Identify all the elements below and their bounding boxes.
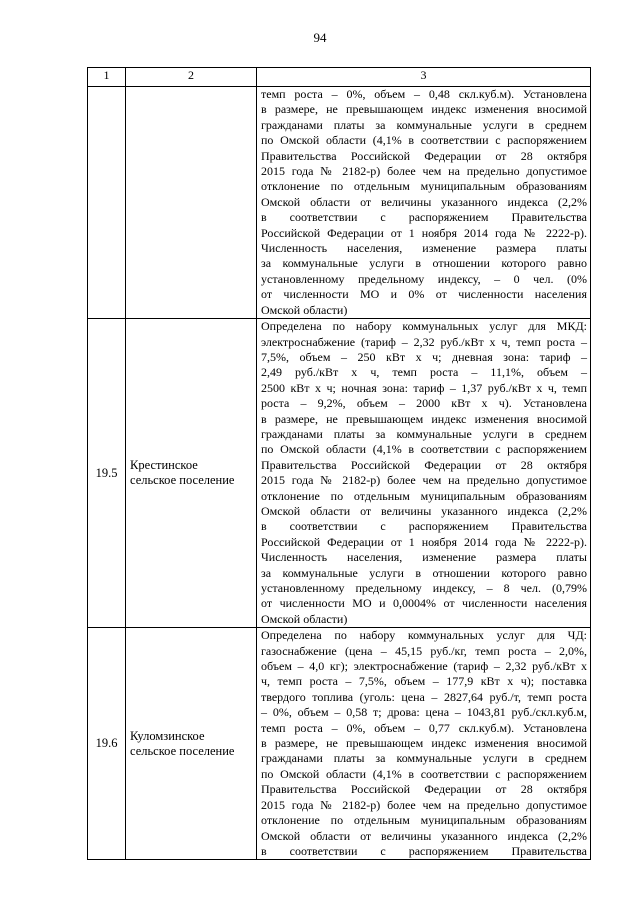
table-row [88, 628, 591, 860]
page-number: 94 [313, 30, 327, 45]
description-line: Правительства Российской Федерации от 28 октября [261, 148, 587, 163]
description-line: установленному предельному индексу, – 0 чел. (0% [261, 271, 587, 286]
settlement-name-line: сельское поселение [130, 473, 235, 488]
description-line: в соответствии с распоряжением Правительства [261, 843, 587, 858]
description-cell [257, 628, 591, 860]
description-line: Российской Федерации от 1 ноября 2014 года № 2222-р). [261, 534, 587, 549]
description-line: гражданами платы за коммунальные услуги в среднем [261, 751, 587, 766]
description-line: в соответствии с распоряжением Правительства [261, 519, 587, 534]
description-line: гражданами платы за коммунальные услуги в среднем [261, 117, 587, 132]
description-line: Омской области) [261, 611, 348, 626]
description-line: за коммунальные услуги в отношении которого равно [261, 565, 587, 580]
description-line: по Омской области (4,1% в соответствии с распоряжением [261, 766, 587, 781]
description-line: 2015 года № 2182-р) более чем на предельно допустимое [261, 473, 587, 488]
description-line: в размере, не превышающем индекс изменения вносимой [261, 102, 587, 117]
description-line: от численности МО и 0,0004% от численности населения [261, 596, 587, 611]
description-line: 2015 года № 2182-р) более чем на предельно допустимое [261, 797, 587, 812]
description-line: гражданами платы за коммунальные услуги в среднем [261, 426, 587, 441]
settlement-name-cell [126, 87, 257, 319]
row-number-cell [88, 87, 126, 319]
description-line: Омской области) [261, 302, 348, 317]
description-line: темп роста – 0%, объем – 0,77 скл.куб.м). Установлена [261, 720, 587, 735]
row-number: 19.5 [95, 465, 118, 480]
settlement-name-line: Куломзинское [130, 728, 205, 743]
description-line: установленному предельному индексу, – 8 чел. (0,79% [261, 581, 587, 595]
description-line: Правительства Российской Федерации от 28 октября [261, 457, 587, 472]
table-row [88, 87, 591, 319]
table-row [88, 319, 591, 628]
description-line: по Омской области (4,1% в соответствии с распоряжением [261, 133, 587, 148]
description-text [257, 87, 590, 318]
settlement-name-cell [126, 319, 257, 628]
row-number: 19.6 [95, 736, 118, 751]
description-line: по Омской области (4,1% в соответствии с распоряжением [261, 442, 587, 457]
description-cell [257, 319, 591, 628]
header-col-3: 3 [257, 68, 591, 87]
description-line: Определена по набору коммунальных услуг для МКД: [261, 319, 587, 334]
description-line: 2500 кВт x ч; ночная зона: тариф – 1,37 руб./кВт x ч, темп [261, 380, 587, 395]
description-cell [257, 87, 591, 319]
description-line: роста – 9,2%, объем – 2000 кВт x ч). Установлена [261, 396, 587, 411]
description-line: газоснабжение (цена – 45,15 руб./кг, темп роста – 2,0%, [261, 643, 587, 658]
description-line: за коммунальные услуги в отношении которого равно [261, 256, 587, 271]
header-col-2: 2 [126, 68, 257, 87]
description-line: отклонение по отдельным муниципальным образованиям [261, 179, 587, 194]
settlement-name-line: Крестинское [130, 458, 198, 473]
description-line: в соответствии с распоряжением Правительства [261, 210, 587, 225]
settlement-name [126, 729, 256, 759]
description-line: электроснабжение (тариф – 2,32 руб./кВт x ч, темп роста – [261, 334, 587, 349]
description-line: в размере, не превышающем индекс изменения вносимой [261, 411, 587, 426]
description-line: Омской области от величины указанного индекса (2,2% [261, 503, 587, 518]
settlement-name-cell [126, 628, 257, 860]
description-line: объем – 4,0 кг); электроснабжение (тариф – 2,32 руб./кВт x [261, 659, 587, 674]
description-line: Омской области от величины указанного индекса (2,2% [261, 194, 587, 209]
description-line: 7,5%, объем – 250 кВт x ч; дневная зона: тариф – [261, 349, 587, 364]
description-line: 2015 года № 2182-р) более чем на предельно допустимое [261, 164, 587, 179]
description-line: ч, темп роста – 7,5%, объем – 177,9 кВт x ч); поставка [261, 674, 587, 689]
header-col-1: 1 [88, 68, 126, 87]
description-line: отклонение по отдельным муниципальным образованиям [261, 813, 587, 828]
description-line: твердого топлива (уголь: цена – 2827,64 руб./т, темп роста [261, 689, 587, 704]
description-line: отклонение по отдельным муниципальным образованиям [261, 488, 587, 503]
row-number-cell [88, 319, 126, 628]
description-line: Российской Федерации от 1 ноября 2014 года № 2222-р). [261, 225, 587, 240]
table-header-row [88, 68, 591, 87]
description-line: Омской области от величины указанного индекса (2,2% [261, 828, 587, 843]
description-text [257, 628, 590, 859]
description-line: Численность населения, изменение размера платы [261, 241, 587, 256]
settlement-name-line: сельское поселение [130, 743, 235, 758]
description-line: от численности МО и 0% от численности населения [261, 287, 587, 302]
data-table [87, 67, 591, 860]
description-line: 2,49 руб./кВт x ч, темп роста – 11,1%, объем – [261, 365, 587, 380]
description-text [257, 319, 590, 627]
description-line: темп роста – 0%, объем – 0,48 скл.куб.м). Установлена [261, 87, 587, 101]
settlement-name [126, 458, 256, 488]
description-line: – 0%, объем – 0,58 т; дрова: цена – 1043,81 руб./скл.куб.м, [261, 705, 587, 720]
row-number-cell [88, 628, 126, 860]
description-line: в размере, не превышающем индекс изменения вносимой [261, 736, 587, 751]
description-line: Численность населения, изменение размера платы [261, 550, 587, 565]
description-line: Определена по набору коммунальных услуг для ЧД: [261, 628, 587, 643]
description-line: Правительства Российской Федерации от 28 октября [261, 782, 587, 797]
